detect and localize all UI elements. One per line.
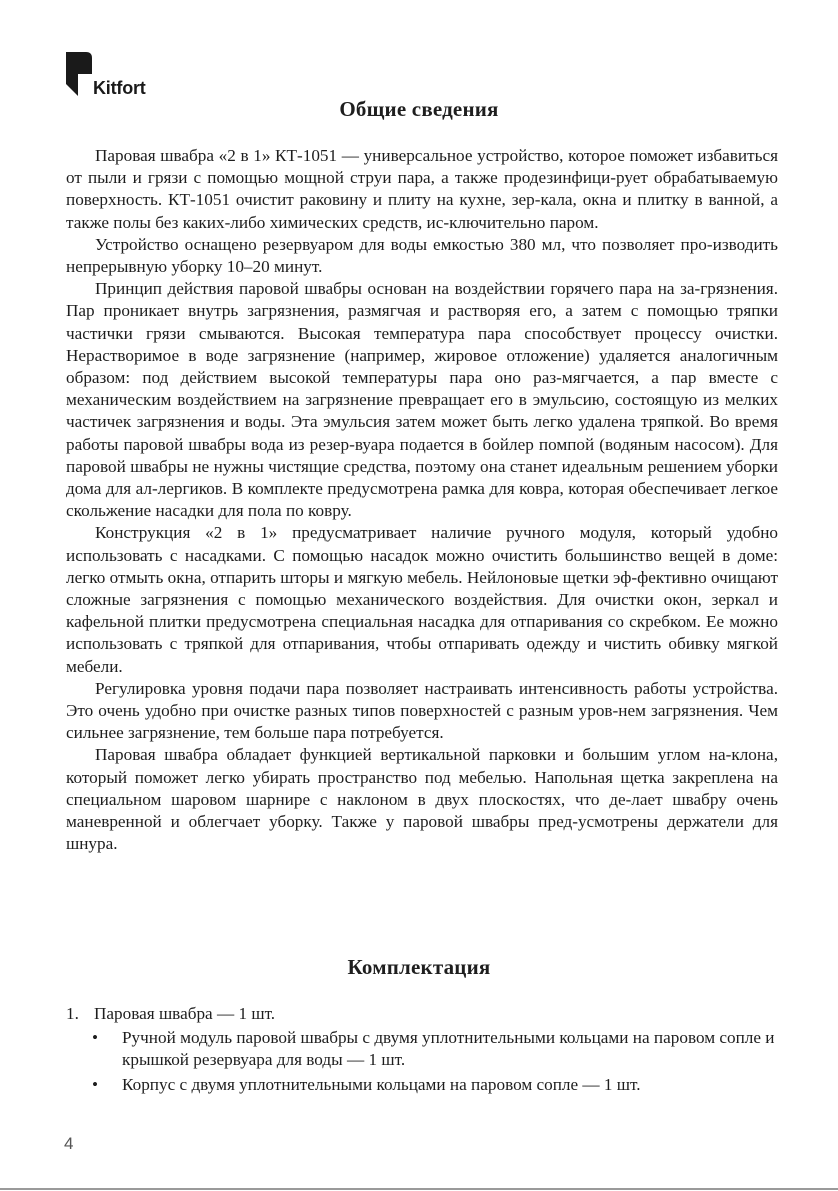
page-number: 4 xyxy=(64,1134,74,1153)
sub-list-item xyxy=(66,1074,778,1096)
section-title-general: Общие сведения xyxy=(339,97,499,121)
paragraph: Паровая швабра «2 в 1» КТ-1051 — универсальное устройство, которое поможет избавиться от пыли и грязи с помощью мощной струи пара, а также продезинфици-рует обрабатываемую поверхность. КТ-1051 очистит раковину и плиту на кухне, зер-кала, окна и плитку в ванной, а также полы без каких-либо химических средств, ис-ключительно паром. xyxy=(66,146,778,232)
section-title-contents: Комплектация xyxy=(347,955,491,979)
kitfort-logo xyxy=(66,50,176,100)
list-number: 1. xyxy=(66,1004,79,1023)
kitfort-k-icon xyxy=(66,50,94,98)
sub-list-item-text: Корпус с двумя уплотнительными кольцами на паровом сопле — 1 шт. xyxy=(122,1074,641,1094)
sub-list-item-text: Ручной модуль паровой швабры с двумя уплотнительными кольцами на паровом сопле и крышкой резервуара для воды — 1 шт. xyxy=(122,1028,775,1070)
list-item xyxy=(66,1003,778,1025)
bullet-icon: • xyxy=(92,1074,99,1094)
contents-list xyxy=(66,1003,778,1098)
sub-list xyxy=(66,1027,778,1096)
paragraph: Устройство оснащено резервуаром для воды емкостью 380 мл, что позволяет про-изводить непрерывную уборку 10–20 минут. xyxy=(66,234,778,277)
general-info-body xyxy=(66,145,778,856)
bullet-icon: • xyxy=(92,1028,99,1048)
paragraph: Конструкция «2 в 1» предусматривает наличие ручного модуля, который удобно использовать с насадками. С помощью насадок можно очистить большинство вещей в доме: легко отмыть окна, отпарить шторы и мягкую мебель. Нейлоновые щетки эф-фективно очищают сложные загрязнения с помощью механического воздействия. Для очистки окон, зеркал и кафельной плитки предусмотрена специальная насадка для отпаривания со скребком. Ее можно использовать с тряпкой для отпаривания, чтобы отпаривать одежду и чистить обивку мягкой мебели. xyxy=(66,523,778,676)
sub-list-item xyxy=(66,1027,778,1071)
brand-name: Kitfort xyxy=(93,78,146,98)
paragraph: Регулировка уровня подачи пара позволяет настраивать интенсивность работы устройства. Это очень удобно при очистке разных типов поверхностей с разным уров-нем загрязнения. Чем сильнее загрязнение, тем больше пара потребуется. xyxy=(66,678,778,743)
divider xyxy=(0,1188,838,1190)
paragraph: Принцип действия паровой швабры основан на воздействии горячего пара на за-грязнения. Пар проникает внутрь загрязнения, размягчая и растворяя его, а затем с помощью тряпки частички грязи смываются. Высокая температура пара способствует процессу очистки. Нерастворимое в воде загрязнение (например, жировое отложение) удаляется аналогичным образом: под действием высокой температуры пара оно раз-мягчается, а пар вместе с механическим воздействием на загрязнение превращает его в эмульсию, состоящую из мелких частичек загрязнения и воды. Эта эмульсия затем может быть легко удалена тряпкой. Во время работы паровой швабры вода из резер-вуара подается в бойлер помпой (водяным насосом). Для паровой швабры не нужны чистящие средства, поэтому она станет идеальным решением уборки дома для ал-лергиков. В комплекте предусмотрена рамка для ковра, которая обеспечивает легкое скольжение насадки для пола по ковру. xyxy=(66,279,778,521)
paragraph: Паровая швабра обладает функцией вертикальной парковки и большим углом на-клона, который поможет легко убирать пространство под мебелью. Напольная щетка закреплена на специальном шаровом шарнире с наклоном в двух плоскостях, что де-лает швабру очень маневренной и облегчает уборку. Также у паровой швабры пред-усмотрены держатели для шнура. xyxy=(66,745,778,854)
list-item-text: Паровая швабра — 1 шт. xyxy=(94,1004,276,1023)
